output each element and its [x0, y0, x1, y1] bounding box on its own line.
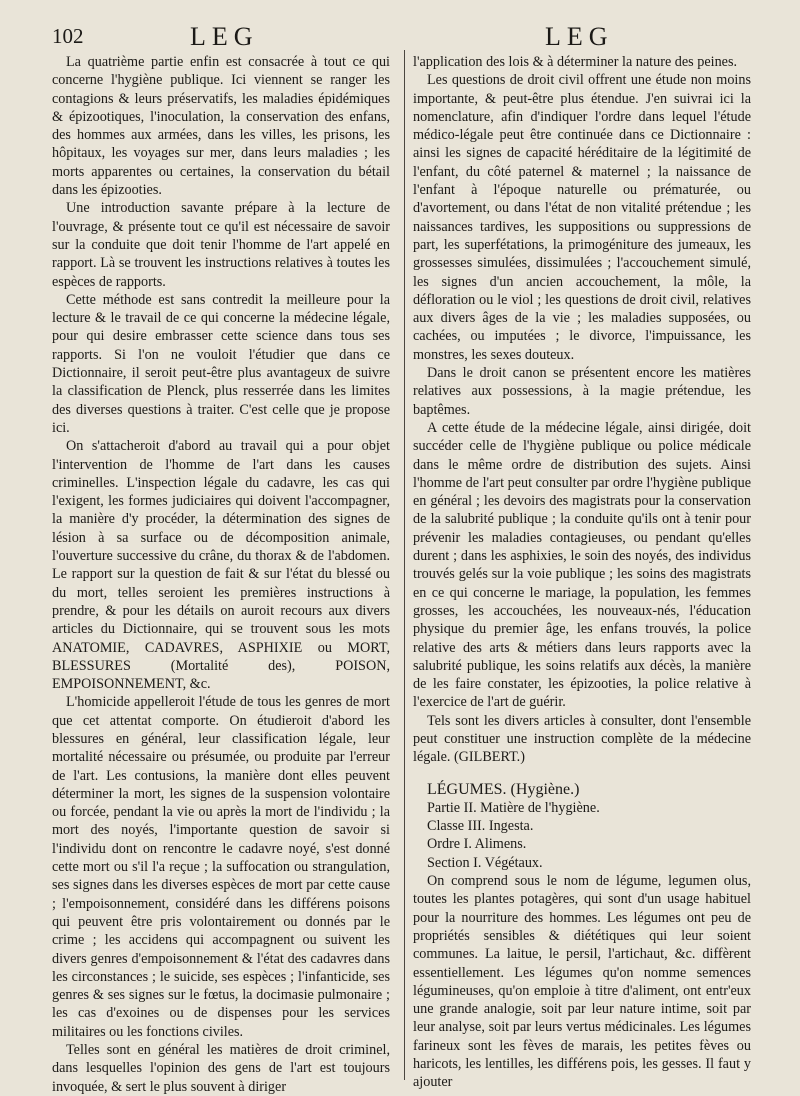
page-number: 102 — [52, 24, 84, 48]
paragraph: A cette étude de la médecine légale, ainsi dirigée, doit succéder celle de l'hygiène publique ou police médicale dans le même ordre de distribution des sujets. Ainsi l'homme de l'art peut consulter par ordre l'hygiène publique en général ; les devoirs des magistrats pour la conservation de la salubrité publique ; la conduite qu'ils ont à tenir pour prévenir les maladies contagieuses, ou pendant qu'elles durent ; dans les asphixies, le soin des noyés, des individus trouvés gelés sur la voie publique ; les soins des magistrats en ce qui concerne le mariage, la population, les femmes grosses, les accouchées, les nouveaux-nés, l'éducation physique du premier âge, les enfans trouvés, la police relative des arts & métiers dans leurs rapports avec la salubrité publique, les soins relatifs aux décès, la manière de les faire constater, les épizooties, la police relative à l'exercice de l'art de guérir. — [413, 419, 751, 711]
paragraph: l'application des lois & à déterminer la nature des peines. — [413, 54, 738, 70]
paragraph: Tels sont les divers articles à consulter, dont l'ensemble peut constituer une instruction complète de la médecine légale. (GILBERT.) — [413, 712, 751, 766]
right-column — [413, 53, 751, 1092]
paragraph: Une introduction savante prépare à la lecture de l'ouvrage, & présente tout ce qu'il est nécessaire de savoir sur la conduite que doit tenir l'homme de l'art appelé en rapport. Là se trouvent les instructions relatives à toutes les espèces de rapports. — [52, 200, 390, 290]
column-divider — [404, 50, 405, 1080]
paragraph: Dans le droit canon se présentent encore les matières relatives aux possessions, à la magie prétendue, les baptêmes. — [413, 365, 751, 418]
classification-line: Classe III. Ingesta. — [427, 818, 534, 835]
running-head-right: LEG — [545, 22, 614, 51]
classification-line: Partie II. Matière de l'hygiène. — [427, 799, 600, 816]
paragraph: Telles sont en général les matières de droit criminel, dans lesquelles l'opinion des gens de l'art est toujours invoquée, & sert le plus souvent à diriger — [52, 1042, 390, 1095]
paragraph: Les questions de droit civil offrent une étude non moins importante, & peut-être plus étendue. J'en suivrai ici la nomenclature, afin d'indiquer l'ordre dans lequel l'étude médico-légale peut être continuée dans ce Dictionnaire : ainsi les signes de capacité héréditaire de la légitimité de l'enfant, du côté paternel & maternel ; la naissance de l'enfant à l'époque naturelle ou prématurée, ou d'avortement, ou dans l'état de non vitalité prétendue ; les naissances tardives, les suppositions ou suppressions de part, les superfétations, la primogéniture des jumeaux, les grossesses simulées, dissimulées ; l'accouchement simulé, les signes d'un ancien accouchement, la môle, la défloration ou le viol ; les questions de droit civil, relatives aux divers âges de la vie ; les maladies supposées, ou cachées, ou imputées ; le divorce, l'impuissance, les monstres, les sexes douteux. — [413, 72, 751, 363]
paragraph: On comprend sous le nom de légume, legumen olus, toutes les plantes potagères, qui sont d'un usage habituel pour la nourriture des hommes. Les légumes ont peu de propriétés sensibles & diététiques qui leur soient communes. La laitue, le persil, l'artichaut, &c. diffèrent essentiellement. Les légumes qu'on nomme semences légumineuses, qu'on emploie à titre d'aliment, ont entr'eux une grande analogie, soit par leur nature intime, soit par leur analyse, soit par leurs vertus médicinales. Les légumes farineux sont les fèves de marais, les petites fèves ou haricots, les lentilles, les différens pois, les gesses. Il faut y ajouter — [413, 873, 751, 1091]
paragraph: Cette méthode est sans contredit la meilleure pour la lecture & le travail de ce qui concerne la médecine légale, pour qui desire embrasser cette science dans tous ses rapports. Si l'on ne vouloit l'étudier que dans ce Dictionnaire, il seroit peut-être plus avantageux de suivre la classification de Plenck, plus resserrée dans les limites des diverses questions à traiter. C'est celle que je propose ici. — [52, 291, 390, 436]
classification-line: Ordre I. Alimens. — [427, 836, 527, 853]
running-head-left: LEG — [190, 22, 259, 51]
paragraph: L'homicide appelleroit l'étude de tous les genres de mort que cet attentat comporte. On étudieroit d'abord les blessures en général, leur classification légale, leur mortalité nécessaire ou présumée, ou produite par l'erreur de l'art. Les contusions, la manière dont elles peuvent déterminer la mort, les signes de la suspension volontaire ou forcée, pendant la vie ou après la mort de l'individu ; la mort des noyés, l'importante question de savoir si l'individu dont on rencontre le cadavre noyé, s'est donné cette mort ou s'il l'a reçue ; la suffocation ou strangulation, ses signes dans les diverses espèces de mort par cette cause ; l'empoisonnement, considéré dans les différens poisons qui peuvent être pris volontairement ou donnés par le crime ; les accidens qui accompagnent ou suivent les divers genres d'empoisonnement & l'état des cadavres dans les circonstances ; le suicide, ses espèces ; l'infanticide, ses genres & ses signes sur le fœtus, la docimasie pulmonaire ; les cas d'exoines ou de dispenses pour les services militaires ou les fonctions civiles. — [52, 694, 390, 1040]
entry-title: LÉGUMES. (Hygiène.) — [427, 780, 580, 798]
paragraph: On s'attacheroit d'abord au travail qui a pour objet l'intervention de l'homme de l'art dans les causes criminelles. L'inspection légale du cadavre, les cas qui l'exigent, les formes judiciaires qui doivent l'accompagner, la manière d'y procéder, la détermination des signes de lésion à sa surface ou de décomposition animale, l'ouverture successive du crâne, du thorax & de l'abdomen. Le rapport sur la question de fait & sur l'état du blessé ou du mort, telles seroient les premières instructions à prendre, & pour les détails on auroit recours aux divers articles du Dictionnaire, qui se trouvent sous les mots ANATOMIE, CADAVRES, ASPHIXIE ou MORT, BLESSURES (Mortalité des), POISON, EMPOISONNEMENT, &c. — [52, 438, 390, 693]
paragraph: La quatrième partie enfin est consacrée à tout ce qui concerne l'hygiène publique. Ici viennent se ranger les contagions & leurs préservatifs, les maladies épidémiques & épizootiques, l'inoculation, la conservation des enfans, des hommes aux armées, dans les villes, les prisons, les hôpitaux, les voyages sur mer, dans leurs maladies ; les morts apparentes ou certaines, la conservation du bétail dans les épizooties. — [52, 54, 390, 199]
entry-heading — [427, 781, 751, 872]
classification-line: Section I. Végétaux. — [427, 854, 543, 871]
left-column — [52, 53, 390, 1096]
